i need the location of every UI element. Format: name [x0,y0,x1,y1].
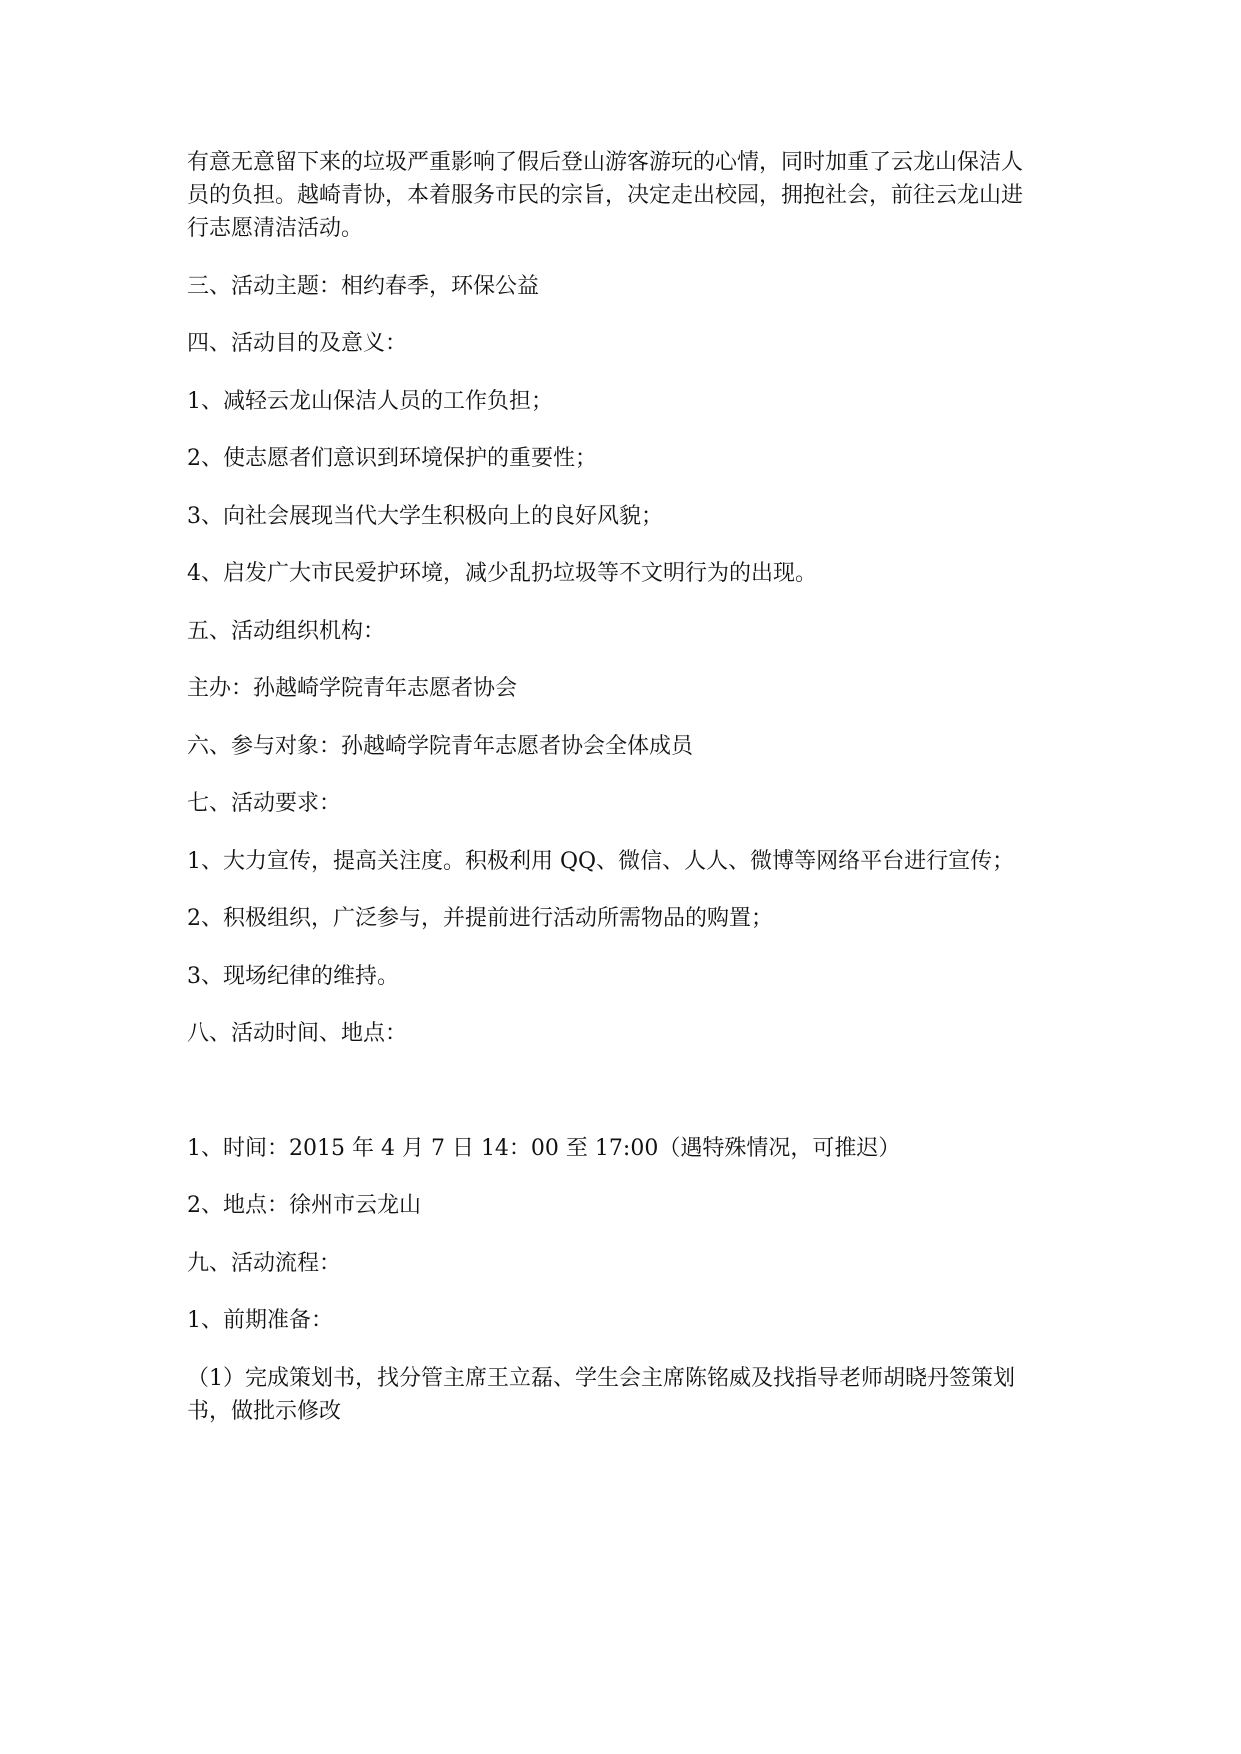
requirement-item-2: 2、积极组织，广泛参与，并提前进行活动所需物品的购置； [187,906,773,931]
time-line: 1、时间：2015 年 4 月 7 日 14：00 至 17:00（遇特殊情况，可推迟） [187,1136,901,1161]
flow-item-1: 1、前期准备： [187,1308,333,1333]
section-7-heading: 七、活动要求： [187,791,342,816]
intro-line-3: 行志愿清洁活动。 [187,216,364,241]
section-3-heading: 三、活动主题：相约春季，环保公益 [187,274,540,299]
section-4-heading: 四、活动目的及意义： [187,331,408,356]
intro-line-1: 有意无意留下来的垃圾严重影响了假后登山游客游玩的心情，同时加重了云龙山保洁人 [187,150,1024,175]
purpose-item-1: 1、减轻云龙山保洁人员的工作负担； [187,389,553,414]
purpose-item-4: 4、启发广大市民爱护环境，减少乱扔垃圾等不文明行为的出现。 [187,561,817,586]
organizer-line: 主办：孙越崎学院青年志愿者协会 [187,676,518,701]
flow-subitem-1-line-1: （1）完成策划书，找分管主席王立磊、学生会主席陈铭威及找指导老师胡晓丹签策划 [187,1366,1015,1391]
section-6-heading: 六、参与对象：孙越崎学院青年志愿者协会全体成员 [187,734,694,759]
flow-subitem-1-line-2: 书，做批示修改 [187,1399,342,1424]
intro-line-2: 员的负担。越崎青协，本着服务市民的宗旨，决定走出校园，拥抱社会，前往云龙山进 [187,183,1024,208]
section-5-heading: 五、活动组织机构： [187,619,386,644]
requirement-item-1: 1、大力宣传，提高关注度。积极利用 QQ、微信、人人、微博等网络平台进行宣传； [187,849,1015,874]
section-9-heading: 九、活动流程： [187,1251,342,1276]
place-line: 2、地点：徐州市云龙山 [187,1193,421,1218]
purpose-item-2: 2、使志愿者们意识到环境保护的重要性； [187,446,597,471]
section-8-heading: 八、活动时间、地点： [187,1021,408,1046]
requirement-item-3: 3、现场纪律的维持。 [187,964,399,989]
purpose-item-3: 3、向社会展现当代大学生积极向上的良好风貌； [187,504,663,529]
